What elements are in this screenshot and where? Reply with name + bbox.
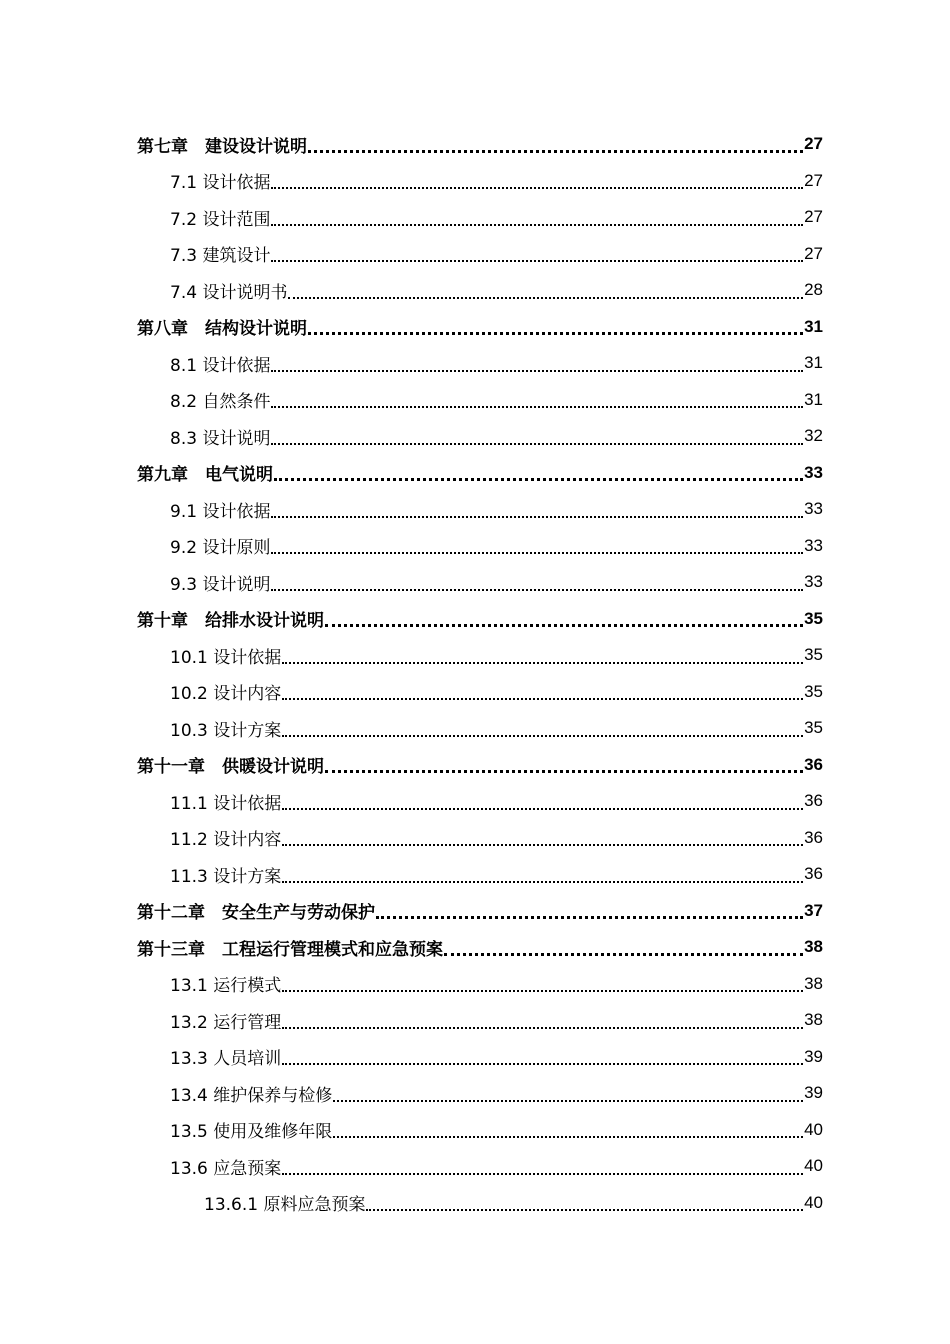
- dot-leader: [271, 552, 803, 554]
- toc-page-number: 31: [804, 316, 823, 336]
- toc-section-entry[interactable]: [0, 1075, 950, 1112]
- toc-page-number: 31: [804, 389, 823, 409]
- toc-section-entry[interactable]: [0, 856, 950, 893]
- toc-entry-title: 7.1 设计依据: [170, 173, 271, 194]
- toc-chapter-entry[interactable]: [0, 747, 950, 784]
- dot-leader: [366, 1209, 803, 1211]
- dot-leader: [333, 1100, 803, 1102]
- toc-page-number: 36: [804, 791, 823, 811]
- dot-leader: [271, 187, 803, 189]
- toc-chapter-entry[interactable]: [0, 455, 950, 492]
- toc-page-number: 27: [804, 207, 823, 227]
- dot-leader: [282, 990, 803, 992]
- dot-leader: [271, 260, 803, 262]
- toc-page-number: 33: [804, 572, 823, 592]
- toc-page-number: 27: [804, 243, 823, 263]
- dot-leader: [282, 1173, 803, 1175]
- toc-chapter-entry[interactable]: [0, 126, 950, 163]
- dot-leader: [271, 406, 803, 408]
- toc-page-number: 27: [804, 170, 823, 190]
- toc-entry-title: 13.5 使用及维修年限: [170, 1122, 333, 1143]
- table-of-contents: [0, 126, 950, 1221]
- toc-page-number: 37: [804, 900, 823, 920]
- toc-entry-title: 8.1 设计依据: [170, 355, 271, 376]
- dot-leader: [282, 698, 803, 700]
- dot-leader: [282, 735, 803, 737]
- toc-entry-title: 13.6 应急预案: [170, 1158, 282, 1179]
- toc-entry-title: 13.6.1 原料应急预案: [204, 1195, 366, 1216]
- toc-entry-title: 第十二章 安全生产与劳动保护: [137, 903, 375, 924]
- dot-leader: [274, 478, 803, 481]
- toc-section-entry[interactable]: [0, 1148, 950, 1185]
- toc-page-number: 31: [804, 353, 823, 373]
- toc-page-number: 38: [804, 973, 823, 993]
- toc-entry-title: 13.2 运行管理: [170, 1012, 282, 1033]
- toc-section-entry[interactable]: [0, 820, 950, 857]
- dot-leader: [282, 881, 803, 883]
- toc-entry-title: 9.1 设计依据: [170, 501, 271, 522]
- toc-entry-title: 第十三章 工程运行管理模式和应急预案: [137, 939, 443, 960]
- dot-leader: [282, 808, 803, 810]
- toc-entry-title: 13.1 运行模式: [170, 976, 282, 997]
- toc-entry-title: 9.2 设计原则: [170, 538, 271, 559]
- toc-section-entry[interactable]: [0, 163, 950, 200]
- toc-entry-title: 13.3 人员培训: [170, 1049, 282, 1070]
- dot-leader: [282, 662, 803, 664]
- toc-page-number: 36: [804, 864, 823, 884]
- toc-page-number: 40: [804, 1119, 823, 1139]
- dot-leader: [282, 1063, 803, 1065]
- toc-entry-title: 11.2 设计内容: [170, 830, 282, 851]
- toc-page-number: 35: [804, 645, 823, 665]
- toc-entry-title: 第九章 电气说明: [137, 465, 273, 486]
- toc-section-entry[interactable]: [0, 199, 950, 236]
- toc-section-entry[interactable]: [0, 491, 950, 528]
- toc-entry-title: 10.2 设计内容: [170, 684, 282, 705]
- toc-page-number: 40: [804, 1156, 823, 1176]
- toc-entry-title: 11.3 设计方案: [170, 866, 282, 887]
- toc-section-entry[interactable]: [0, 272, 950, 309]
- toc-entry-title: 9.3 设计说明: [170, 574, 271, 595]
- toc-entry-title: 第七章 建设设计说明: [137, 136, 307, 157]
- toc-entry-title: 10.1 设计依据: [170, 647, 282, 668]
- toc-section-entry[interactable]: [0, 382, 950, 419]
- dot-leader: [271, 370, 803, 372]
- dot-leader: [308, 150, 803, 153]
- dot-leader: [376, 916, 803, 919]
- toc-section-entry[interactable]: [0, 345, 950, 382]
- toc-section-entry[interactable]: [0, 236, 950, 273]
- toc-section-entry[interactable]: [0, 674, 950, 711]
- dot-leader: [282, 1027, 803, 1029]
- toc-page-number: 40: [804, 1192, 823, 1212]
- dot-leader: [288, 297, 803, 299]
- toc-page-number: 39: [804, 1046, 823, 1066]
- dot-leader: [333, 1136, 803, 1138]
- toc-page-number: 39: [804, 1083, 823, 1103]
- toc-section-entry[interactable]: [0, 783, 950, 820]
- toc-page-number: 38: [804, 937, 823, 957]
- toc-entry-title: 7.3 建筑设计: [170, 246, 271, 267]
- toc-page-number: 35: [804, 681, 823, 701]
- toc-entry-title: 8.2 自然条件: [170, 392, 271, 413]
- toc-page-number: 33: [804, 535, 823, 555]
- dot-leader: [325, 624, 803, 627]
- toc-entry-title: 13.4 维护保养与检修: [170, 1085, 333, 1106]
- toc-page-number: 35: [804, 608, 823, 628]
- toc-entry-title: 10.3 设计方案: [170, 720, 282, 741]
- toc-section-entry[interactable]: [0, 966, 950, 1003]
- dot-leader: [271, 516, 803, 518]
- toc-entry-title: 7.2 设计范围: [170, 209, 271, 230]
- dot-leader: [325, 770, 803, 773]
- dot-leader: [271, 443, 803, 445]
- toc-entry-title: 第八章 结构设计说明: [137, 319, 307, 340]
- dot-leader: [271, 589, 803, 591]
- dot-leader: [282, 844, 803, 846]
- toc-entry-title: 第十章 给排水设计说明: [137, 611, 324, 632]
- toc-page-number: 28: [804, 280, 823, 300]
- toc-page-number: 33: [804, 462, 823, 482]
- dot-leader: [271, 224, 803, 226]
- toc-section-entry[interactable]: [0, 637, 950, 674]
- toc-section-entry[interactable]: [0, 528, 950, 565]
- toc-subsection-entry[interactable]: [0, 1185, 950, 1222]
- toc-section-entry[interactable]: [0, 1039, 950, 1076]
- toc-entry-title: 11.1 设计依据: [170, 793, 282, 814]
- toc-section-entry[interactable]: [0, 1002, 950, 1039]
- toc-page-number: 36: [804, 827, 823, 847]
- toc-page-number: 36: [804, 754, 823, 774]
- toc-entry-title: 7.4 设计说明书: [170, 282, 288, 303]
- toc-entry-title: 第十一章 供暖设计说明: [137, 757, 324, 778]
- toc-page-number: 27: [804, 134, 823, 154]
- toc-chapter-entry[interactable]: [0, 601, 950, 638]
- dot-leader: [308, 332, 803, 335]
- toc-page-number: 32: [804, 426, 823, 446]
- toc-chapter-entry[interactable]: [0, 929, 950, 966]
- toc-chapter-entry[interactable]: [0, 893, 950, 930]
- toc-page-number: 38: [804, 1010, 823, 1030]
- toc-chapter-entry[interactable]: [0, 309, 950, 346]
- toc-page-number: 35: [804, 718, 823, 738]
- toc-section-entry[interactable]: [0, 418, 950, 455]
- toc-entry-title: 8.3 设计说明: [170, 428, 271, 449]
- toc-section-entry[interactable]: [0, 564, 950, 601]
- dot-leader: [444, 953, 803, 956]
- toc-section-entry[interactable]: [0, 710, 950, 747]
- toc-section-entry[interactable]: [0, 1112, 950, 1149]
- toc-page-number: 33: [804, 499, 823, 519]
